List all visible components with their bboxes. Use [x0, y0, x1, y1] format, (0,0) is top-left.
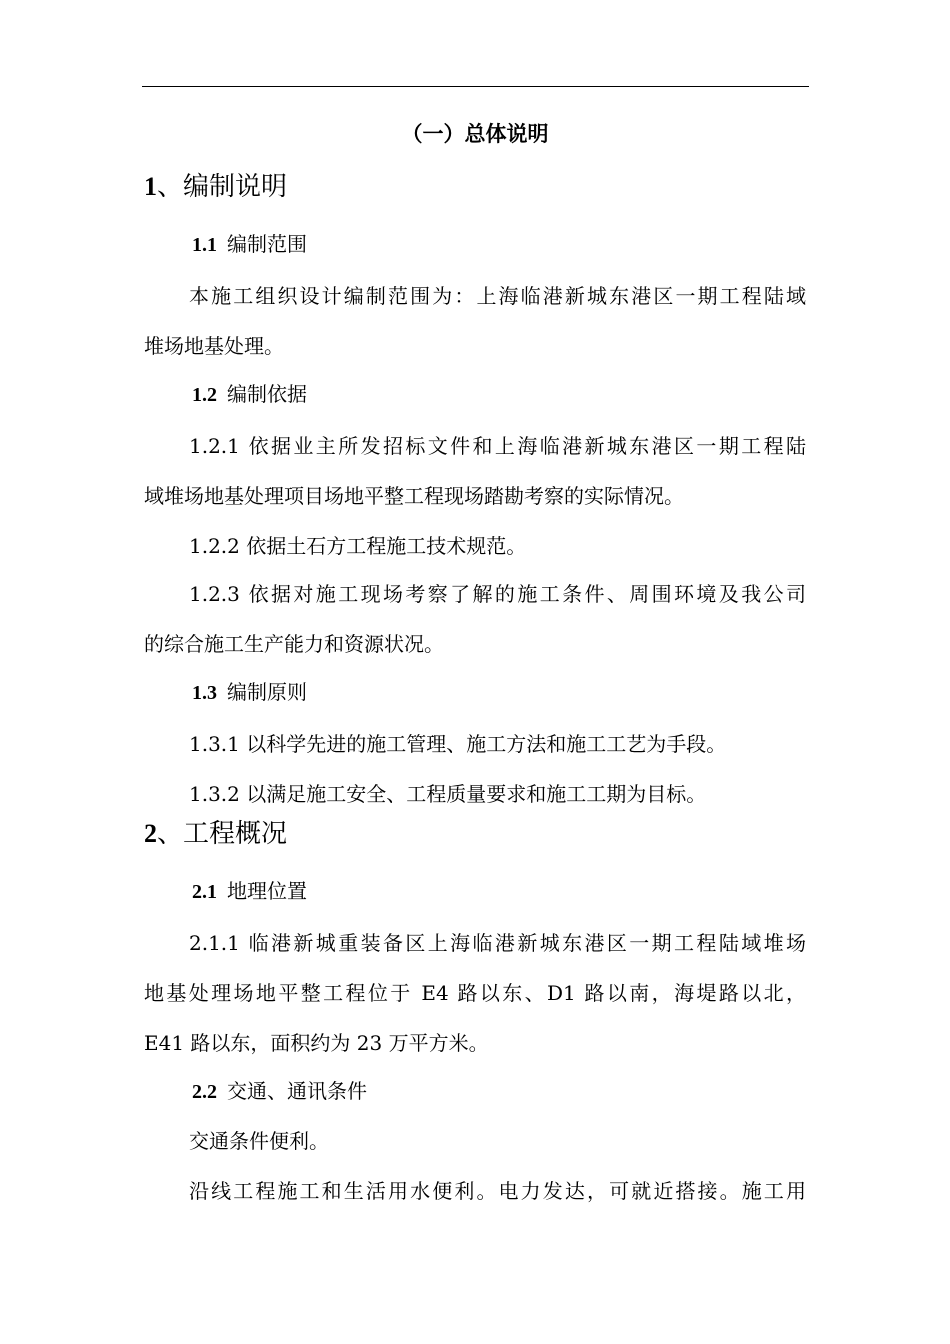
subsection-title: 编制依据: [227, 382, 307, 406]
paragraph-line: 的综合施工生产能力和资源状况。: [144, 632, 444, 656]
section-number: 2: [144, 819, 157, 848]
paragraph-line: 域堆场地基处理项目场地平整工程现场踏勘考察的实际情况。: [144, 484, 684, 508]
paragraph-line: 1.2.2 依据土石方工程施工技术规范。: [189, 534, 527, 558]
paragraph-line: 1.2.1 依据业主所发招标文件和上海临港新城东港区一期工程陆: [189, 434, 806, 458]
paragraph-line: 1.3.2 以满足施工安全、工程质量要求和施工工期为目标。: [189, 782, 707, 806]
paragraph-line: 1.2.3 依据对施工现场考察了解的施工条件、周围环境及我公司: [189, 582, 806, 606]
header-rule: [142, 86, 809, 87]
section-title: 、编制说明: [157, 172, 288, 202]
subsection-heading-1-2: [192, 384, 307, 405]
section-title: 、工程概况: [157, 819, 288, 849]
section-heading-2: [144, 821, 287, 847]
section-number: 1: [144, 172, 157, 201]
subsection-number: 1.3: [192, 682, 217, 704]
paragraph-line: 2.1.1 临港新城重装备区上海临港新城东港区一期工程陆域堆场: [189, 931, 806, 955]
subsection-title: 地理位置: [227, 879, 307, 903]
subsection-number: 1.2: [192, 384, 217, 406]
subsection-heading-1-3: [192, 682, 307, 703]
paragraph-line: 1.3.1 以科学先进的施工管理、施工方法和施工工艺为手段。: [189, 732, 727, 756]
subsection-title: 编制范围: [227, 232, 307, 256]
document-title: （一）总体说明: [401, 122, 549, 146]
subsection-number: 2.1: [192, 881, 217, 903]
subsection-number: 1.1: [192, 234, 217, 256]
paragraph-line: 堆场地基处理。: [144, 334, 284, 358]
paragraph-line: 交通条件便利。: [189, 1129, 329, 1153]
section-heading-1: [144, 174, 287, 200]
subsection-heading-2-2: [192, 1081, 367, 1102]
subsection-heading-2-1: [192, 881, 307, 902]
subsection-heading-1-1: [192, 234, 307, 255]
subsection-title: 编制原则: [227, 680, 307, 704]
subsection-title: 交通、通讯条件: [227, 1079, 367, 1103]
paragraph-line: 沿线工程施工和生活用水便利。电力发达，可就近搭接。施工用: [189, 1179, 806, 1203]
paragraph-line: E41 路以东，面积约为 23 万平方米。: [144, 1031, 489, 1055]
subsection-number: 2.2: [192, 1081, 217, 1103]
paragraph-line: 地基处理场地平整工程位于 E4 路以东、D1 路以南，海堤路以北，: [144, 981, 806, 1005]
paragraph-line: 本施工组织设计编制范围为：上海临港新城东港区一期工程陆域: [189, 284, 806, 308]
